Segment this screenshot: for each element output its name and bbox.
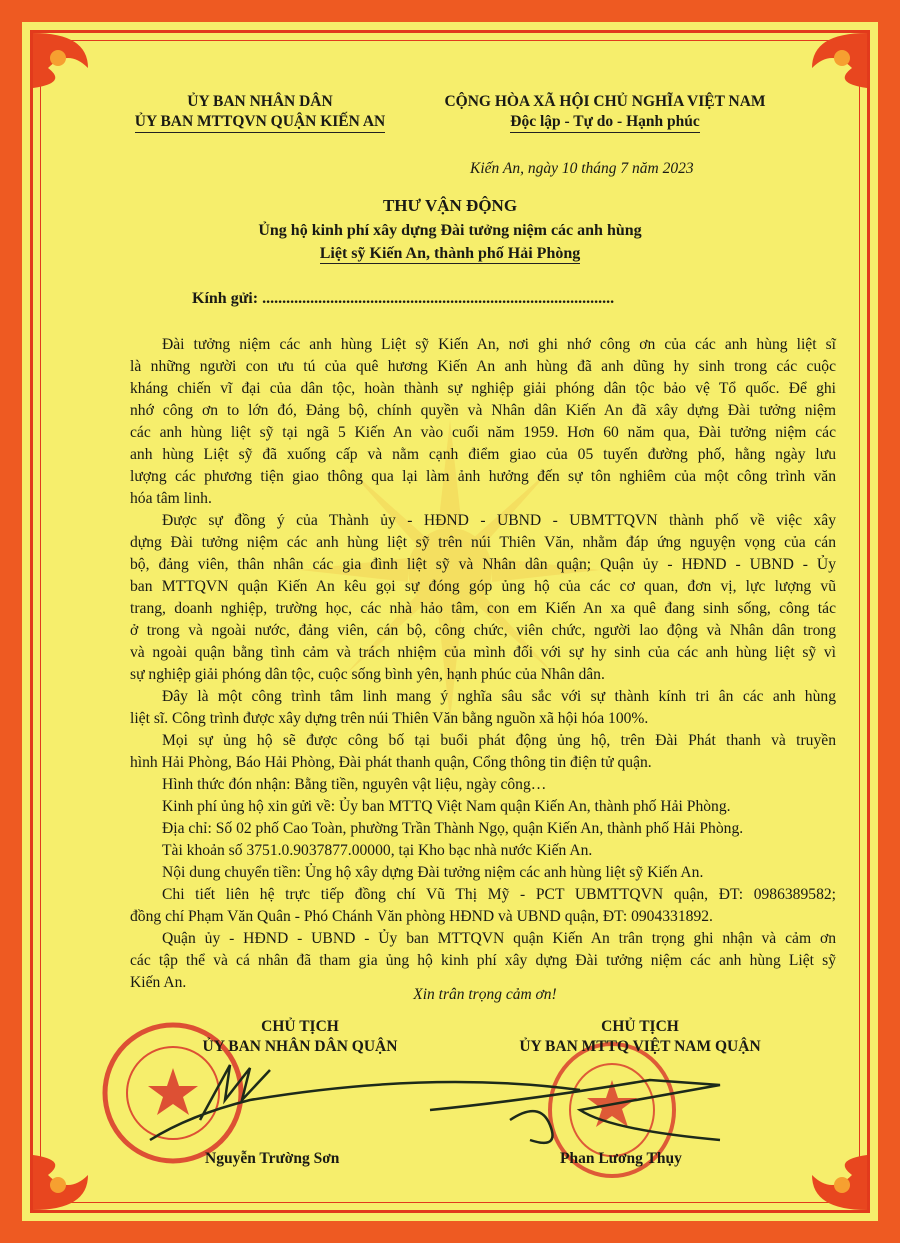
closing-thanks: Xin trân trọng cảm ơn! [413, 986, 557, 1003]
document-title: THƯ VẬN ĐỘNG [382, 196, 518, 215]
body-line: Hình thức đón nhận: Bằng tiền, nguyên vật liệu, ngày công… [162, 776, 547, 793]
body-line: Đài tưởng niệm các anh hùng Liệt sỹ Kiến An, nơi ghi nhớ công ơn của các anh hùng liệt sĩ [162, 336, 836, 353]
signer-role-left: CHỦ TỊCH [261, 1018, 339, 1035]
handwritten-signatures-icon [130, 1060, 730, 1150]
document-subtitle-1: Ủng hộ kinh phí xây dựng Đài tưởng niệm các anh hùng [258, 222, 642, 239]
body-line: bộ, đảng viên, thân nhân các gia đình liệt sỹ và Nhân dân quận; Quận ủy - HĐND - UBND - Ủy [130, 556, 836, 573]
body-line: Kinh phí ủng hộ xin gửi về: Ủy ban MTTQ Việt Nam quận Kiến An, thành phố Hải Phòng. [162, 798, 731, 815]
signer-name-right: Phan Lương Thụy [560, 1150, 682, 1167]
body-line: các anh hùng liệt sỹ tại ngã 5 Kiến An vào cuối năm 1959. Hơn 60 năm qua, Đài tưởng niệm các [130, 424, 836, 441]
body-line: Mọi sự ủng hộ sẽ được công bố tại buổi phát động ủng hộ, trên Đài Phát thanh và truyền [162, 732, 836, 749]
national-title: CỘNG HÒA XÃ HỘI CHỦ NGHĨA VIỆT NAM [444, 93, 766, 110]
body-line: là những người con ưu tú của quê hương Kiến An anh hùng đã anh dũng hy sinh trong các cuộc [130, 358, 836, 375]
body-line: và ngoài quận bằng tình cảm và trách nhiệm của mình đối với sự hy sinh của các anh hùng liệt sỹ vì [130, 644, 836, 661]
body-line: các tập thể và cá nhân đã tham gia ủng hộ kinh phí xây dựng Đài tưởng niệm các anh hùng Liệt sỹ [130, 952, 836, 969]
issuer-line-2: ỦY BAN MTTQVN QUẬN KIẾN AN [135, 112, 385, 133]
body-line: Quận ủy - HĐND - UBND - Ủy ban MTTQVN quận Kiến An trân trọng ghi nhận và cảm ơn [162, 930, 836, 947]
signer-org-left: ỦY BAN NHÂN DÂN QUẬN [202, 1038, 398, 1055]
signature-block-right [460, 1017, 820, 1057]
body-line: hình Hải Phòng, Báo Hải Phòng, Đài phát thanh quận, Cổng thông tin điện tử quận. [130, 754, 652, 771]
letter-body [130, 334, 836, 994]
body-line: Tài khoản số 3751.0.9037877.00000, tại Kho bạc nhà nước Kiến An. [162, 842, 593, 859]
body-line: Đây là một công trình tâm linh mang ý nghĩa sâu sắc với sự thành kính tri ân các anh hùng [162, 688, 836, 705]
body-line: liệt sĩ. Công trình được xây dựng trên núi Thiên Văn bằng nguồn xã hội hóa 100%. [130, 710, 649, 727]
issuer-header [105, 92, 415, 133]
signer-role-right: CHỦ TỊCH [601, 1018, 679, 1035]
body-line: Được sự đồng ý của Thành ủy - HĐND - UBND - UBMTTQVN thành phố về việc xây [162, 512, 836, 529]
recipient-line: Kính gửi: ........................................................................................ [192, 290, 615, 307]
corner-ornament-icon [782, 1125, 872, 1215]
body-line: ở trong và ngoài nước, đảng viên, cán bộ, công chức, viên chức, người lao động và Nhân dân trong [130, 622, 836, 639]
issuer-line-1: ỦY BAN NHÂN DÂN [187, 93, 333, 110]
document-date: Kiến An, ngày 10 tháng 7 năm 2023 [470, 160, 694, 177]
body-line: hóa tâm linh. [130, 490, 212, 507]
body-line: dựng Đài tưởng niệm các anh hùng liệt sỹ trên núi Thiên Văn, nhằm đáp ứng nguyện vọng của cán [130, 534, 836, 551]
body-line: ban MTTQVN quận Kiến An kêu gọi sự đóng góp ủng hộ của các cơ quan, đơn vị, lực lượng vũ [130, 578, 836, 595]
body-line: Nội dung chuyển tiền: Ủng hộ xây dựng Đài tưởng niệm các anh hùng liệt sỹ Kiến An. [162, 864, 704, 881]
signature-block-left [120, 1017, 480, 1057]
body-line: anh hùng Liệt sỹ đã xuống cấp và nằm cạnh điểm giao của 05 tuyến đường phố, hằng ngày lưu [130, 446, 836, 463]
body-line: sự nghiệp giải phóng dân tộc, cuộc sống bình yên, hạnh phúc của Nhân dân. [130, 666, 605, 683]
body-line: Chi tiết liên hệ trực tiếp đồng chí Vũ Thị Mỹ - PCT UBMTTQVN quận, ĐT: 0986389582; [162, 886, 836, 903]
document-subtitle-2: Liệt sỹ Kiến An, thành phố Hải Phòng [319, 245, 581, 262]
signer-name-left: Nguyễn Trường Sơn [205, 1150, 340, 1167]
national-header [405, 92, 805, 133]
body-line: kháng chiến vĩ đại của dân tộc, hoàn thành sự nghiệp giải phóng dân tộc bảo vệ Tổ quốc. Để ghi [130, 380, 836, 397]
body-line: lượng các phương tiện giao thông qua lại làm ảnh hưởng đến sự tôn nghiêm của một công trình văn [130, 468, 836, 485]
national-motto: Độc lập - Tự do - Hạnh phúc [510, 112, 699, 133]
body-line: Kiến An. [130, 974, 187, 991]
body-line: nhớ công ơn to lớn đó, Đảng bộ, chính quyền và Nhân dân Kiến An đã xây dựng Đài tưởng niệm [130, 402, 836, 419]
signer-org-right: ỦY BAN MTTQ VIỆT NAM QUẬN [519, 1038, 761, 1055]
body-line: Địa chỉ: Số 02 phố Cao Toàn, phường Trần Thành Ngọ, quận Kiến An, thành phố Hải Phòng. [162, 820, 744, 837]
body-line: trang, doanh nghiệp, trường học, các nhà hảo tâm, con em Kiến An xa quê đang sinh sống, công tác [130, 600, 836, 617]
body-line: đồng chí Phạm Văn Quân - Phó Chánh Văn phòng HĐND và UBND quận, ĐT: 0904331892. [130, 908, 713, 925]
